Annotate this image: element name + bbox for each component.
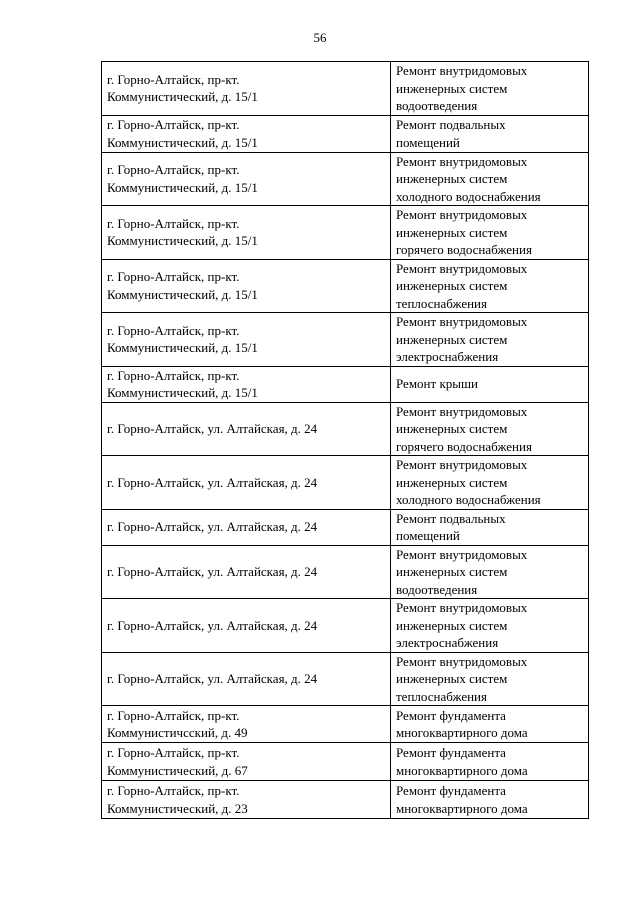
address-cell: г. Горно-Алтайск, пр-кт. Коммунистический, д. 15/1	[102, 206, 391, 260]
table-row	[102, 62, 589, 116]
work-type-cell: Ремонт внутридомовых инженерных систем горячего водоснабжения	[391, 206, 589, 260]
work-type-cell: Ремонт фундамента многоквартирного дома	[391, 706, 589, 743]
table-row	[102, 115, 589, 152]
address-cell: г. Горно-Алтайск, пр-кт. Коммунистический, д. 67	[102, 743, 391, 781]
table-row	[102, 206, 589, 260]
table-row	[102, 545, 589, 599]
work-type-cell: Ремонт внутридомовых инженерных систем водоотведения	[391, 545, 589, 599]
work-type-cell: Ремонт крыши	[391, 366, 589, 402]
work-type-cell: Ремонт подвальных помещений	[391, 509, 589, 545]
address-cell: г. Горно-Алтайск, пр-кт. Коммунистический, д. 15/1	[102, 152, 391, 206]
table-row	[102, 313, 589, 367]
table-row	[102, 652, 589, 706]
table-row	[102, 781, 589, 819]
work-type-cell: Ремонт внутридомовых инженерных систем горячего водоснабжения	[391, 402, 589, 456]
table-row	[102, 509, 589, 545]
table-row	[102, 366, 589, 402]
address-cell: г. Горно-Алтайск, пр-кт. Коммунистический, д. 15/1	[102, 366, 391, 402]
table-row	[102, 152, 589, 206]
address-cell: г. Горно-Алтайск, пр-кт. Коммунистический, д. 15/1	[102, 62, 391, 116]
table-row	[102, 259, 589, 313]
table-row	[102, 599, 589, 653]
table-row	[102, 456, 589, 510]
address-cell: г. Горно-Алтайск, ул. Алтайская, д. 24	[102, 652, 391, 706]
work-type-cell: Ремонт внутридомовых инженерных систем электроснабжения	[391, 313, 589, 367]
work-type-cell: Ремонт внутридомовых инженерных систем водоотведения	[391, 62, 589, 116]
work-type-cell: Ремонт внутридомовых инженерных систем холодного водоснабжения	[391, 152, 589, 206]
address-cell: г. Горно-Алтайск, пр-кт. Коммунистический, д. 15/1	[102, 313, 391, 367]
work-type-cell: Ремонт внутридомовых инженерных систем теплоснабжения	[391, 652, 589, 706]
table-row	[102, 402, 589, 456]
works-table	[101, 61, 589, 819]
address-cell: г. Горно-Алтайск, пр-кт. Коммунистический, д. 15/1	[102, 259, 391, 313]
work-type-cell: Ремонт фундамента многоквартирного дома	[391, 781, 589, 819]
table-row	[102, 743, 589, 781]
address-cell: г. Горно-Алтайск, пр-кт. Коммунистичсский, д. 49	[102, 706, 391, 743]
work-type-cell: Ремонт внутридомовых инженерных систем теплоснабжения	[391, 259, 589, 313]
address-cell: г. Горно-Алтайск, ул. Алтайская, д. 24	[102, 545, 391, 599]
table-row	[102, 706, 589, 743]
address-cell: г. Горно-Алтайск, пр-кт. Коммунистический, д. 15/1	[102, 115, 391, 152]
address-cell: г. Горно-Алтайск, ул. Алтайская, д. 24	[102, 402, 391, 456]
work-type-cell: Ремонт внутридомовых инженерных систем электроснабжения	[391, 599, 589, 653]
work-type-cell: Ремонт подвальных помещений	[391, 115, 589, 152]
address-cell: г. Горно-Алтайск, пр-кт. Коммунистический, д. 23	[102, 781, 391, 819]
work-type-cell: Ремонт внутридомовых инженерных систем холодного водоснабжения	[391, 456, 589, 510]
work-type-cell: Ремонт фундамента многоквартирного дома	[391, 743, 589, 781]
address-cell: г. Горно-Алтайск, ул. Алтайская, д. 24	[102, 599, 391, 653]
address-cell: г. Горно-Алтайск, ул. Алтайская, д. 24	[102, 509, 391, 545]
page-number: 56	[313, 30, 327, 45]
address-cell: г. Горно-Алтайск, ул. Алтайская, д. 24	[102, 456, 391, 510]
